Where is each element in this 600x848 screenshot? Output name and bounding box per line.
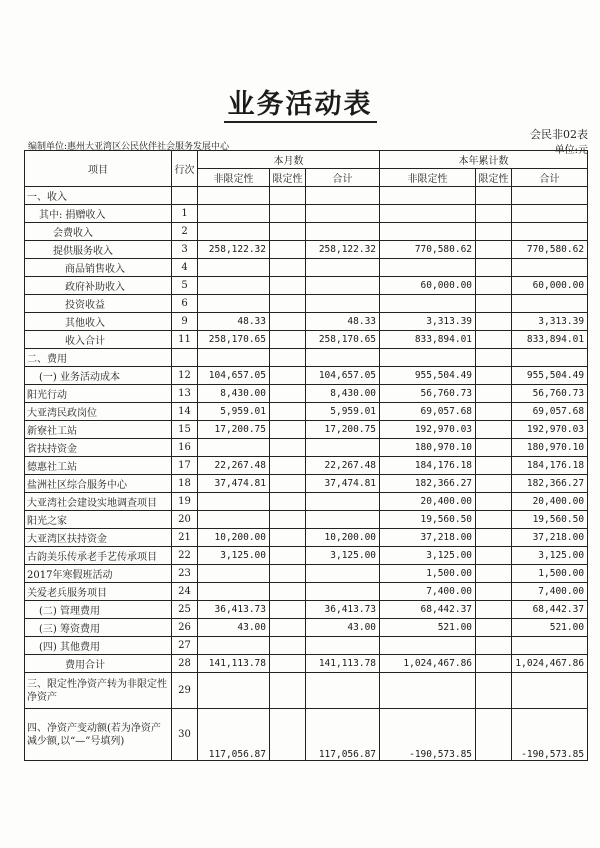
row-line-number <box>172 187 198 205</box>
cell-month-unrestricted <box>198 637 270 655</box>
row-line-number: 21 <box>172 529 198 547</box>
row-label: (三) 筹资费用 <box>25 619 172 637</box>
cell-ytd-restricted <box>476 637 512 655</box>
cell-ytd-total: 3,313.39 <box>512 313 588 331</box>
cell-ytd-total <box>512 637 588 655</box>
cell-ytd-unrestricted: 20,400.00 <box>380 493 476 511</box>
row-line-number: 9 <box>172 313 198 331</box>
row-label: 提供服务收入 <box>25 241 172 259</box>
cell-ytd-restricted <box>476 349 512 367</box>
cell-ytd-unrestricted: 68,442.37 <box>380 601 476 619</box>
table-row <box>25 241 588 259</box>
table-row <box>25 583 588 601</box>
cell-month-unrestricted <box>198 583 270 601</box>
cell-ytd-total: 180,970.10 <box>512 439 588 457</box>
cell-ytd-unrestricted: 180,970.10 <box>380 439 476 457</box>
cell-ytd-unrestricted: 3,125.00 <box>380 547 476 565</box>
cell-ytd-total: 955,504.49 <box>512 367 588 385</box>
cell-ytd-restricted <box>476 709 512 761</box>
cell-month-unrestricted: 258,122.32 <box>198 241 270 259</box>
cell-month-restricted <box>270 187 306 205</box>
cell-ytd-unrestricted: 521.00 <box>380 619 476 637</box>
form-number: 会民非02表 <box>530 128 588 141</box>
cell-month-total: 36,413.73 <box>306 601 380 619</box>
row-label: 其他收入 <box>25 313 172 331</box>
row-label: 省扶持资金 <box>25 439 172 457</box>
header-ytd-unrestricted: 非限定性 <box>380 169 476 187</box>
cell-ytd-unrestricted: 770,580.62 <box>380 241 476 259</box>
cell-month-restricted <box>270 403 306 421</box>
cell-month-unrestricted: 104,657.05 <box>198 367 270 385</box>
cell-month-total: 8,430.00 <box>306 385 380 403</box>
cell-month-total: 37,474.81 <box>306 475 380 493</box>
cell-month-total: 48.33 <box>306 313 380 331</box>
cell-month-unrestricted <box>198 439 270 457</box>
cell-ytd-total: -190,573.85 <box>512 709 588 761</box>
row-label: 大亚湾民政岗位 <box>25 403 172 421</box>
table-row <box>25 529 588 547</box>
cell-ytd-restricted <box>476 673 512 709</box>
cell-ytd-total: 37,218.00 <box>512 529 588 547</box>
cell-ytd-unrestricted: 192,970.03 <box>380 421 476 439</box>
cell-month-total: 117,056.87 <box>306 709 380 761</box>
cell-month-total <box>306 565 380 583</box>
cell-month-restricted <box>270 421 306 439</box>
cell-month-unrestricted: 17,200.75 <box>198 421 270 439</box>
cell-ytd-total <box>512 295 588 313</box>
cell-ytd-total: 19,560.50 <box>512 511 588 529</box>
cell-ytd-total <box>512 349 588 367</box>
row-line-number: 1 <box>172 205 198 223</box>
cell-ytd-unrestricted: 19,560.50 <box>380 511 476 529</box>
row-label: 盐洲社区综合服务中心 <box>25 475 172 493</box>
table-row <box>25 421 588 439</box>
table-row <box>25 637 588 655</box>
cell-ytd-restricted <box>476 367 512 385</box>
row-label: (二) 管理费用 <box>25 601 172 619</box>
cell-ytd-restricted <box>476 439 512 457</box>
cell-month-total: 104,657.05 <box>306 367 380 385</box>
cell-month-total <box>306 637 380 655</box>
row-line-number: 2 <box>172 223 198 241</box>
cell-month-restricted <box>270 709 306 761</box>
row-label: 一、收入 <box>25 187 172 205</box>
cell-ytd-restricted <box>476 475 512 493</box>
row-line-number: 11 <box>172 331 198 349</box>
header-ytd-restricted: 限定性 <box>476 169 512 187</box>
cell-ytd-restricted <box>476 601 512 619</box>
cell-month-total: 17,200.75 <box>306 421 380 439</box>
table-row <box>25 223 588 241</box>
cell-ytd-restricted <box>476 331 512 349</box>
table-row <box>25 565 588 583</box>
cell-month-unrestricted <box>198 565 270 583</box>
table-row <box>25 313 588 331</box>
cell-ytd-total: 60,000.00 <box>512 277 588 295</box>
row-line-number: 6 <box>172 295 198 313</box>
table-row <box>25 493 588 511</box>
cell-ytd-restricted <box>476 421 512 439</box>
cell-ytd-restricted <box>476 223 512 241</box>
cell-month-total <box>306 205 380 223</box>
cell-ytd-total: 20,400.00 <box>512 493 588 511</box>
cell-month-unrestricted <box>198 187 270 205</box>
cell-ytd-unrestricted <box>380 295 476 313</box>
header-month-total: 合计 <box>306 169 380 187</box>
header-month-restricted: 限定性 <box>270 169 306 187</box>
row-label: 古韵美乐传承老手艺传承项目 <box>25 547 172 565</box>
cell-ytd-total: 192,970.03 <box>512 421 588 439</box>
table-row <box>25 619 588 637</box>
row-line-number: 3 <box>172 241 198 259</box>
table-row <box>25 439 588 457</box>
cell-ytd-restricted <box>476 457 512 475</box>
table-row <box>25 331 588 349</box>
cell-ytd-unrestricted: 3,313.39 <box>380 313 476 331</box>
row-line-number: 20 <box>172 511 198 529</box>
cell-month-unrestricted: 48.33 <box>198 313 270 331</box>
cell-ytd-restricted <box>476 655 512 673</box>
cell-ytd-total <box>512 673 588 709</box>
cell-ytd-unrestricted: 69,057.68 <box>380 403 476 421</box>
cell-ytd-restricted <box>476 619 512 637</box>
header-month-unrestricted: 非限定性 <box>198 169 270 187</box>
cell-month-total: 141,113.78 <box>306 655 380 673</box>
row-line-number: 5 <box>172 277 198 295</box>
cell-month-unrestricted <box>198 259 270 277</box>
cell-month-unrestricted: 117,056.87 <box>198 709 270 761</box>
table-row <box>25 601 588 619</box>
cell-month-unrestricted <box>198 673 270 709</box>
cell-ytd-restricted <box>476 547 512 565</box>
cell-month-total <box>306 493 380 511</box>
cell-ytd-total: 521.00 <box>512 619 588 637</box>
cell-ytd-restricted <box>476 511 512 529</box>
cell-ytd-total: 833,894.01 <box>512 331 588 349</box>
cell-month-unrestricted: 36,413.73 <box>198 601 270 619</box>
cell-month-restricted <box>270 331 306 349</box>
cell-ytd-total: 7,400.00 <box>512 583 588 601</box>
cell-month-unrestricted <box>198 493 270 511</box>
cell-ytd-total: 182,366.27 <box>512 475 588 493</box>
cell-month-restricted <box>270 313 306 331</box>
row-label: 德惠社工站 <box>25 457 172 475</box>
cell-month-restricted <box>270 511 306 529</box>
cell-month-unrestricted: 37,474.81 <box>198 475 270 493</box>
row-label: 会费收入 <box>25 223 172 241</box>
cell-ytd-total <box>512 259 588 277</box>
cell-month-total <box>306 295 380 313</box>
cell-ytd-total: 3,125.00 <box>512 547 588 565</box>
row-line-number: 17 <box>172 457 198 475</box>
cell-month-restricted <box>270 583 306 601</box>
cell-ytd-restricted <box>476 295 512 313</box>
cell-month-restricted <box>270 259 306 277</box>
cell-ytd-unrestricted: -190,573.85 <box>380 709 476 761</box>
cell-ytd-restricted <box>476 493 512 511</box>
table-row <box>25 349 588 367</box>
row-line-number: 13 <box>172 385 198 403</box>
header-ytd: 本年累计数 <box>380 151 588 169</box>
cell-month-total: 5,959.01 <box>306 403 380 421</box>
cell-month-unrestricted: 141,113.78 <box>198 655 270 673</box>
cell-ytd-restricted <box>476 259 512 277</box>
row-line-number: 26 <box>172 619 198 637</box>
row-line-number <box>172 349 198 367</box>
row-label: 三、限定性净资产转为非限定性净资产 <box>25 673 172 709</box>
report-title: 业务活动表 <box>0 82 600 121</box>
cell-month-restricted <box>270 205 306 223</box>
cell-ytd-total: 1,024,467.86 <box>512 655 588 673</box>
row-label: 投资收益 <box>25 295 172 313</box>
cell-ytd-restricted <box>476 565 512 583</box>
cell-month-total <box>306 259 380 277</box>
row-label: 其中: 捐赠收入 <box>25 205 172 223</box>
cell-ytd-unrestricted <box>380 637 476 655</box>
cell-month-restricted <box>270 439 306 457</box>
cell-month-unrestricted <box>198 223 270 241</box>
cell-month-total <box>306 439 380 457</box>
cell-ytd-unrestricted: 60,000.00 <box>380 277 476 295</box>
row-line-number: 24 <box>172 583 198 601</box>
cell-ytd-unrestricted: 1,500.00 <box>380 565 476 583</box>
cell-ytd-total: 184,176.18 <box>512 457 588 475</box>
cell-month-unrestricted: 8,430.00 <box>198 385 270 403</box>
cell-month-restricted <box>270 295 306 313</box>
activity-statement-table <box>24 150 588 761</box>
cell-ytd-unrestricted <box>380 673 476 709</box>
cell-ytd-total <box>512 205 588 223</box>
cell-ytd-unrestricted: 37,218.00 <box>380 529 476 547</box>
table-row <box>25 367 588 385</box>
row-line-number: 23 <box>172 565 198 583</box>
row-label: 四、净资产变动额(若为净资产减少额,以“—”号填列) <box>25 709 172 761</box>
cell-ytd-unrestricted: 955,504.49 <box>380 367 476 385</box>
cell-month-restricted <box>270 457 306 475</box>
table-row <box>25 295 588 313</box>
currency-unit: 单位:元 <box>554 145 588 156</box>
cell-ytd-restricted <box>476 403 512 421</box>
row-line-number: 12 <box>172 367 198 385</box>
cell-month-total: 43.00 <box>306 619 380 637</box>
cell-month-unrestricted: 5,959.01 <box>198 403 270 421</box>
table-row <box>25 403 588 421</box>
cell-ytd-unrestricted: 1,024,467.86 <box>380 655 476 673</box>
cell-ytd-total: 69,057.68 <box>512 403 588 421</box>
cell-ytd-unrestricted: 182,366.27 <box>380 475 476 493</box>
header-line: 行次 <box>172 151 198 187</box>
cell-month-unrestricted: 22,267.48 <box>198 457 270 475</box>
cell-month-restricted <box>270 565 306 583</box>
row-line-number: 28 <box>172 655 198 673</box>
cell-month-unrestricted <box>198 277 270 295</box>
row-line-number: 15 <box>172 421 198 439</box>
cell-month-restricted <box>270 385 306 403</box>
row-label: (一) 业务活动成本 <box>25 367 172 385</box>
cell-month-unrestricted: 10,200.00 <box>198 529 270 547</box>
row-label: 费用合计 <box>25 655 172 673</box>
cell-month-restricted <box>270 475 306 493</box>
cell-month-restricted <box>270 223 306 241</box>
cell-month-restricted <box>270 529 306 547</box>
cell-month-restricted <box>270 601 306 619</box>
table-row <box>25 277 588 295</box>
row-label: 阳光行动 <box>25 385 172 403</box>
cell-ytd-unrestricted: 833,894.01 <box>380 331 476 349</box>
cell-ytd-unrestricted: 56,760.73 <box>380 385 476 403</box>
row-line-number: 27 <box>172 637 198 655</box>
cell-ytd-unrestricted: 7,400.00 <box>380 583 476 601</box>
row-label: 关爱老兵服务项目 <box>25 583 172 601</box>
organization-name: 编制单位:惠州大亚湾区公民伙伴社会服务发展中心 <box>28 142 230 152</box>
cell-month-unrestricted <box>198 295 270 313</box>
table-row <box>25 709 588 761</box>
row-line-number: 14 <box>172 403 198 421</box>
cell-ytd-restricted <box>476 583 512 601</box>
table-row <box>25 457 588 475</box>
cell-month-restricted <box>270 241 306 259</box>
cell-month-total: 3,125.00 <box>306 547 380 565</box>
cell-ytd-total: 68,442.37 <box>512 601 588 619</box>
cell-ytd-restricted <box>476 241 512 259</box>
row-label: 商品销售收入 <box>25 259 172 277</box>
cell-month-total: 10,200.00 <box>306 529 380 547</box>
cell-month-total <box>306 583 380 601</box>
cell-ytd-restricted <box>476 277 512 295</box>
cell-month-total <box>306 277 380 295</box>
cell-ytd-total: 770,580.62 <box>512 241 588 259</box>
cell-ytd-restricted <box>476 205 512 223</box>
row-line-number: 25 <box>172 601 198 619</box>
header-item: 项目 <box>25 151 172 187</box>
cell-ytd-unrestricted <box>380 223 476 241</box>
cell-month-restricted <box>270 547 306 565</box>
cell-month-total <box>306 187 380 205</box>
cell-month-unrestricted: 258,170.65 <box>198 331 270 349</box>
cell-month-restricted <box>270 277 306 295</box>
cell-month-restricted <box>270 349 306 367</box>
cell-month-unrestricted: 3,125.00 <box>198 547 270 565</box>
cell-month-restricted <box>270 655 306 673</box>
cell-month-total <box>306 349 380 367</box>
table-row <box>25 673 588 709</box>
row-line-number: 4 <box>172 259 198 277</box>
row-label: 政府补助收入 <box>25 277 172 295</box>
row-line-number: 22 <box>172 547 198 565</box>
row-line-number: 29 <box>172 673 198 709</box>
header-month: 本月数 <box>198 151 380 169</box>
cell-month-total: 258,122.32 <box>306 241 380 259</box>
table-row <box>25 475 588 493</box>
cell-month-unrestricted <box>198 349 270 367</box>
row-label: 大亚湾区扶持资金 <box>25 529 172 547</box>
cell-month-total <box>306 223 380 241</box>
cell-ytd-restricted <box>476 313 512 331</box>
cell-ytd-total: 1,500.00 <box>512 565 588 583</box>
cell-ytd-restricted <box>476 529 512 547</box>
row-label: 新寮社工站 <box>25 421 172 439</box>
cell-month-restricted <box>270 619 306 637</box>
header-ytd-total: 合计 <box>512 169 588 187</box>
cell-ytd-restricted <box>476 385 512 403</box>
row-label: 二、费用 <box>25 349 172 367</box>
cell-ytd-total: 56,760.73 <box>512 385 588 403</box>
cell-ytd-total <box>512 187 588 205</box>
cell-month-restricted <box>270 637 306 655</box>
row-label: 2017年寒假班活动 <box>25 565 172 583</box>
table-row <box>25 205 588 223</box>
cell-month-restricted <box>270 367 306 385</box>
cell-month-total <box>306 511 380 529</box>
cell-month-restricted <box>270 673 306 709</box>
row-line-number: 18 <box>172 475 198 493</box>
row-label: (四) 其他费用 <box>25 637 172 655</box>
cell-month-total <box>306 673 380 709</box>
cell-month-unrestricted: 43.00 <box>198 619 270 637</box>
cell-month-restricted <box>270 493 306 511</box>
cell-ytd-unrestricted: 184,176.18 <box>380 457 476 475</box>
table-row <box>25 187 588 205</box>
cell-ytd-unrestricted <box>380 205 476 223</box>
table-row <box>25 655 588 673</box>
row-label: 收入合计 <box>25 331 172 349</box>
table-row <box>25 385 588 403</box>
cell-ytd-unrestricted <box>380 187 476 205</box>
cell-month-unrestricted <box>198 205 270 223</box>
cell-ytd-restricted <box>476 187 512 205</box>
table-row <box>25 547 588 565</box>
table-row <box>25 511 588 529</box>
row-label: 大亚湾社会建设实地调查项目 <box>25 493 172 511</box>
row-line-number: 30 <box>172 709 198 761</box>
cell-month-unrestricted <box>198 511 270 529</box>
cell-ytd-unrestricted <box>380 349 476 367</box>
cell-ytd-unrestricted <box>380 259 476 277</box>
table-row <box>25 259 588 277</box>
row-line-number: 19 <box>172 493 198 511</box>
cell-ytd-total <box>512 223 588 241</box>
cell-month-total: 22,267.48 <box>306 457 380 475</box>
row-line-number: 16 <box>172 439 198 457</box>
row-label: 阳光之家 <box>25 511 172 529</box>
cell-month-total: 258,170.65 <box>306 331 380 349</box>
